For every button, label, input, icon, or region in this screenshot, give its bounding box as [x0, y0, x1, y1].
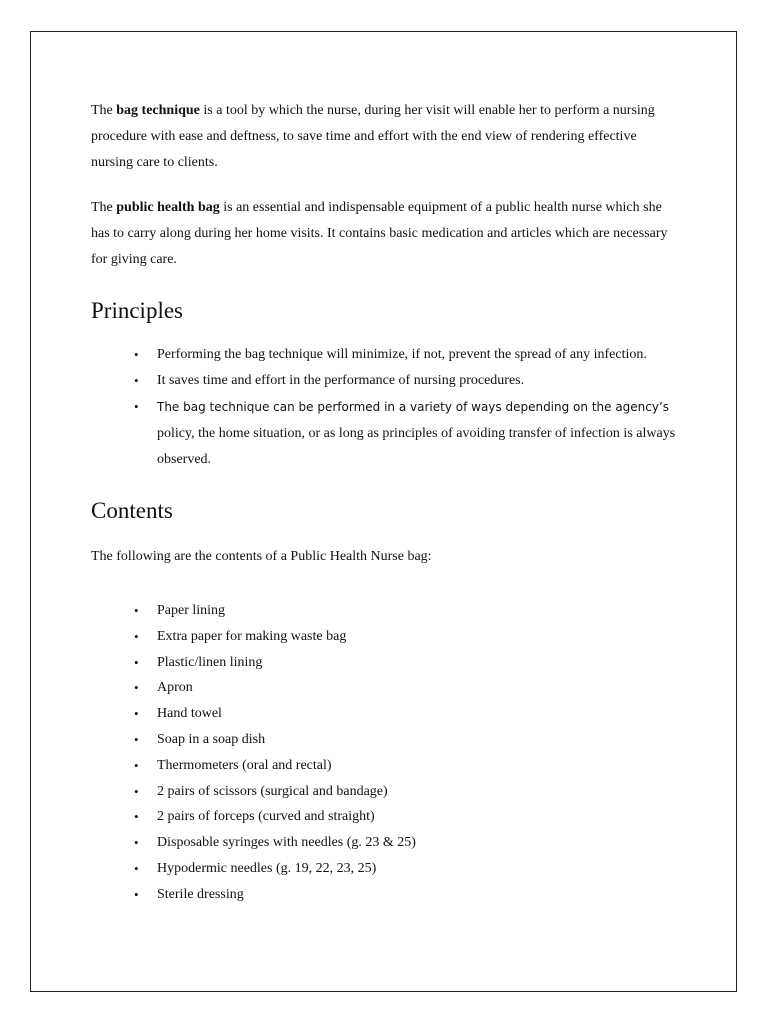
list-item-text: Soap in a soap dish — [157, 731, 266, 747]
bullet-icon: • — [134, 886, 139, 902]
list-item-text: 2 pairs of forceps (curved and straight) — [157, 809, 375, 825]
list-item-text: Extra paper for making waste bag — [157, 628, 347, 644]
list-item-text: Plastic/linen lining — [157, 654, 263, 670]
list-item — [134, 804, 681, 830]
list-item — [134, 727, 681, 753]
bullet-icon: • — [134, 654, 139, 670]
principle-item — [134, 342, 681, 368]
document-page — [30, 31, 737, 992]
term-public-health-bag: public health bag — [116, 200, 220, 215]
list-item — [134, 650, 681, 676]
bullet-icon: • — [134, 860, 139, 876]
list-item-text: Hypodermic needles (g. 19, 22, 23, 25) — [157, 860, 377, 876]
term-bag-technique: bag technique — [116, 103, 200, 118]
principle-text: It saves time and effort in the performance of nursing procedures. — [157, 373, 525, 388]
bullet-icon: • — [134, 680, 139, 696]
p2-post: is an essential and indispensable equipment of a public health nurse which she has to carry along during her home visits. It contains basic medication and articles which are necessary for giving care. — [91, 200, 668, 267]
bullet-icon: • — [134, 835, 139, 851]
list-item — [134, 753, 681, 779]
heading-principles: Principles — [91, 298, 183, 323]
bullet-icon: • — [134, 347, 139, 362]
paragraph-public-health-bag — [91, 195, 681, 273]
list-item — [134, 830, 681, 856]
bullet-icon: • — [134, 373, 139, 388]
principle-text-rest: policy, the home situation, or as long as principles of avoiding transfer of infection is always observed. — [157, 426, 676, 467]
document-content — [91, 98, 681, 908]
bullet-icon: • — [134, 757, 139, 773]
list-item — [134, 882, 681, 908]
list-item — [134, 624, 681, 650]
list-item-text: Hand towel — [157, 706, 222, 722]
principle-text — [157, 394, 681, 473]
list-item — [134, 701, 681, 727]
bullet-icon: • — [134, 399, 139, 414]
list-item-text: Sterile dressing — [157, 886, 244, 902]
list-item-text: Thermometers (oral and rectal) — [157, 757, 332, 773]
list-item-text: Paper lining — [157, 603, 226, 618]
paragraph-bag-technique — [91, 98, 681, 176]
bullet-icon: • — [134, 706, 139, 722]
principle-text: Performing the bag technique will minimize, if not, prevent the spread of any infection. — [157, 347, 647, 362]
list-item — [134, 779, 681, 805]
list-item — [134, 675, 681, 701]
p1-post: is a tool by which the nurse, during her visit will enable her to perform a nursing procedure with ease and deftness, to save time and effort with the end view of rendering effective nursing care to clients. — [91, 103, 655, 170]
contents-list — [91, 598, 681, 908]
list-item — [134, 598, 681, 624]
list-item-text: Apron — [157, 680, 193, 696]
list-item — [134, 856, 681, 882]
principles-list — [91, 342, 681, 473]
contents-intro: The following are the contents of a Public Health Nurse bag: — [91, 549, 432, 564]
p1-pre: The — [91, 103, 117, 118]
principle-item — [134, 394, 681, 473]
bullet-icon: • — [134, 809, 139, 825]
bullet-icon: • — [134, 783, 139, 799]
principle-item — [134, 368, 681, 394]
bullet-icon: • — [134, 628, 139, 644]
list-item-text: 2 pairs of scissors (surgical and bandage) — [157, 783, 388, 799]
p2-pre: The — [91, 200, 117, 215]
heading-contents: Contents — [91, 498, 173, 523]
principle-text-first-line: The bag technique can be performed in a variety of ways depending on the agency’s — [157, 400, 670, 414]
bullet-icon: • — [134, 603, 139, 618]
list-item-text: Disposable syringes with needles (g. 23 & 25) — [157, 835, 416, 851]
bullet-icon: • — [134, 731, 139, 747]
